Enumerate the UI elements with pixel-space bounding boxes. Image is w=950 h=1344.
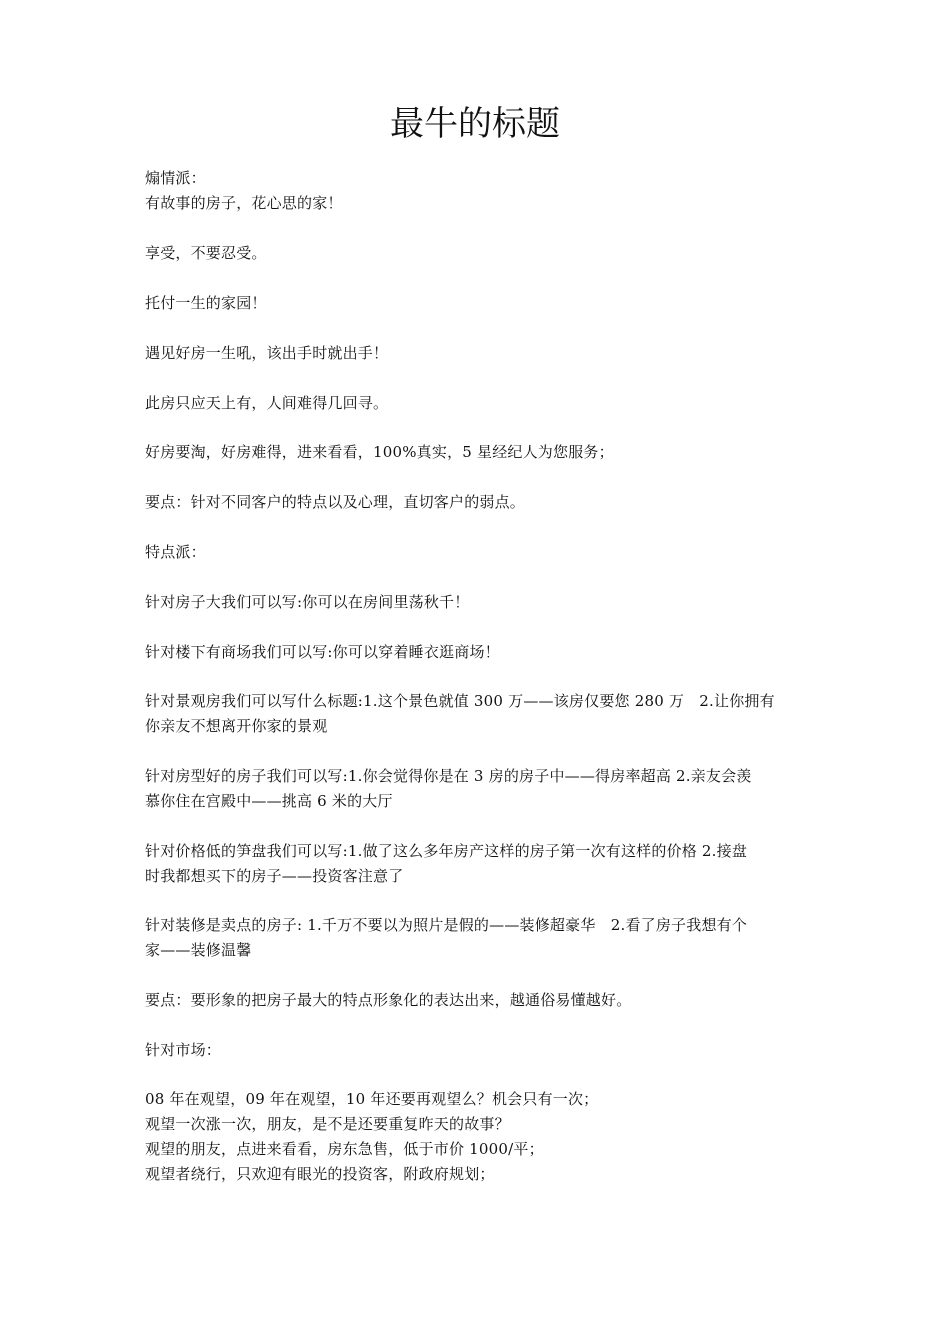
text-line: 观望一次涨一次，朋友，是不是还要重复昨天的故事？ [145, 1115, 510, 1133]
text-line: 针对景观房我们可以写什么标题:1.这个景色就值 300 万——该房仅要您 280 万 2.让你拥有 [145, 692, 775, 710]
text-line: 享受，不要忍受。 [145, 244, 267, 262]
paragraph [145, 440, 813, 465]
paragraph [145, 640, 813, 665]
text-line: 针对装修是卖点的房子: 1.千万不要以为照片是假的——装修超豪华 2.看了房子我想有个 [145, 916, 748, 934]
text-line: 08 年在观望，09 年在观望，10 年还要再观望么？机会只有一次； [145, 1090, 599, 1108]
text-line: 针对楼下有商场我们可以写:你可以穿着睡衣逛商场！ [145, 643, 500, 661]
paragraph [145, 1087, 813, 1187]
text-line: 针对房子大我们可以写:你可以在房间里荡秋千！ [145, 593, 470, 611]
paragraph [145, 988, 813, 1013]
page-title: 最牛的标题 [390, 104, 560, 144]
paragraph [145, 689, 813, 739]
paragraph [145, 913, 813, 963]
text-line: 慕你住在宫殿中——挑高 6 米的大厅 [145, 792, 393, 810]
text-line: 要点：要形象的把房子最大的特点形象化的表达出来，越通俗易懂越好。 [145, 991, 632, 1009]
text-line: 观望者绕行，只欢迎有眼光的投资客，附政府规划； [145, 1165, 495, 1183]
paragraph [145, 839, 813, 889]
text-line: 针对房型好的房子我们可以写:1.你会觉得你是在 3 房的房子中——得房率超高 2.亲友会羡 [145, 767, 752, 785]
text-line: 好房要淘，好房难得，进来看看，100%真实，5 星经纪人为您服务； [145, 443, 614, 461]
text-line: 针对价格低的笋盘我们可以写:1.做了这么多年房产这样的房子第一次有这样的价格 2.接盘 [145, 842, 748, 860]
paragraph [145, 291, 813, 316]
text-line: 要点：针对不同客户的特点以及心理，直切客户的弱点。 [145, 493, 526, 511]
text-line: 此房只应天上有，人间难得几回寻。 [145, 394, 389, 412]
text-line: 家——装修温馨 [145, 941, 252, 959]
text-line: 遇见好房一生吼，该出手时就出手！ [145, 344, 389, 362]
text-line: 特点派： [145, 543, 206, 561]
text-line: 你亲友不想离开你家的景观 [145, 717, 328, 735]
text-line: 时我都想买下的房子——投资客注意了 [145, 867, 404, 885]
paragraph [145, 166, 813, 216]
paragraph [145, 1038, 813, 1063]
paragraph [145, 391, 813, 416]
paragraph [145, 540, 813, 565]
text-line: 观望的朋友，点进来看看，房东急售，低于市价 1000/平； [145, 1140, 544, 1158]
paragraph [145, 241, 813, 266]
text-line: 煽情派： [145, 169, 206, 187]
paragraph [145, 490, 813, 515]
text-line: 针对市场： [145, 1041, 222, 1059]
paragraph [145, 341, 813, 366]
text-line: 托付一生的家园！ [145, 294, 267, 312]
text-line: 有故事的房子，花心思的家！ [145, 194, 343, 212]
paragraph [145, 590, 813, 615]
paragraph [145, 764, 813, 814]
